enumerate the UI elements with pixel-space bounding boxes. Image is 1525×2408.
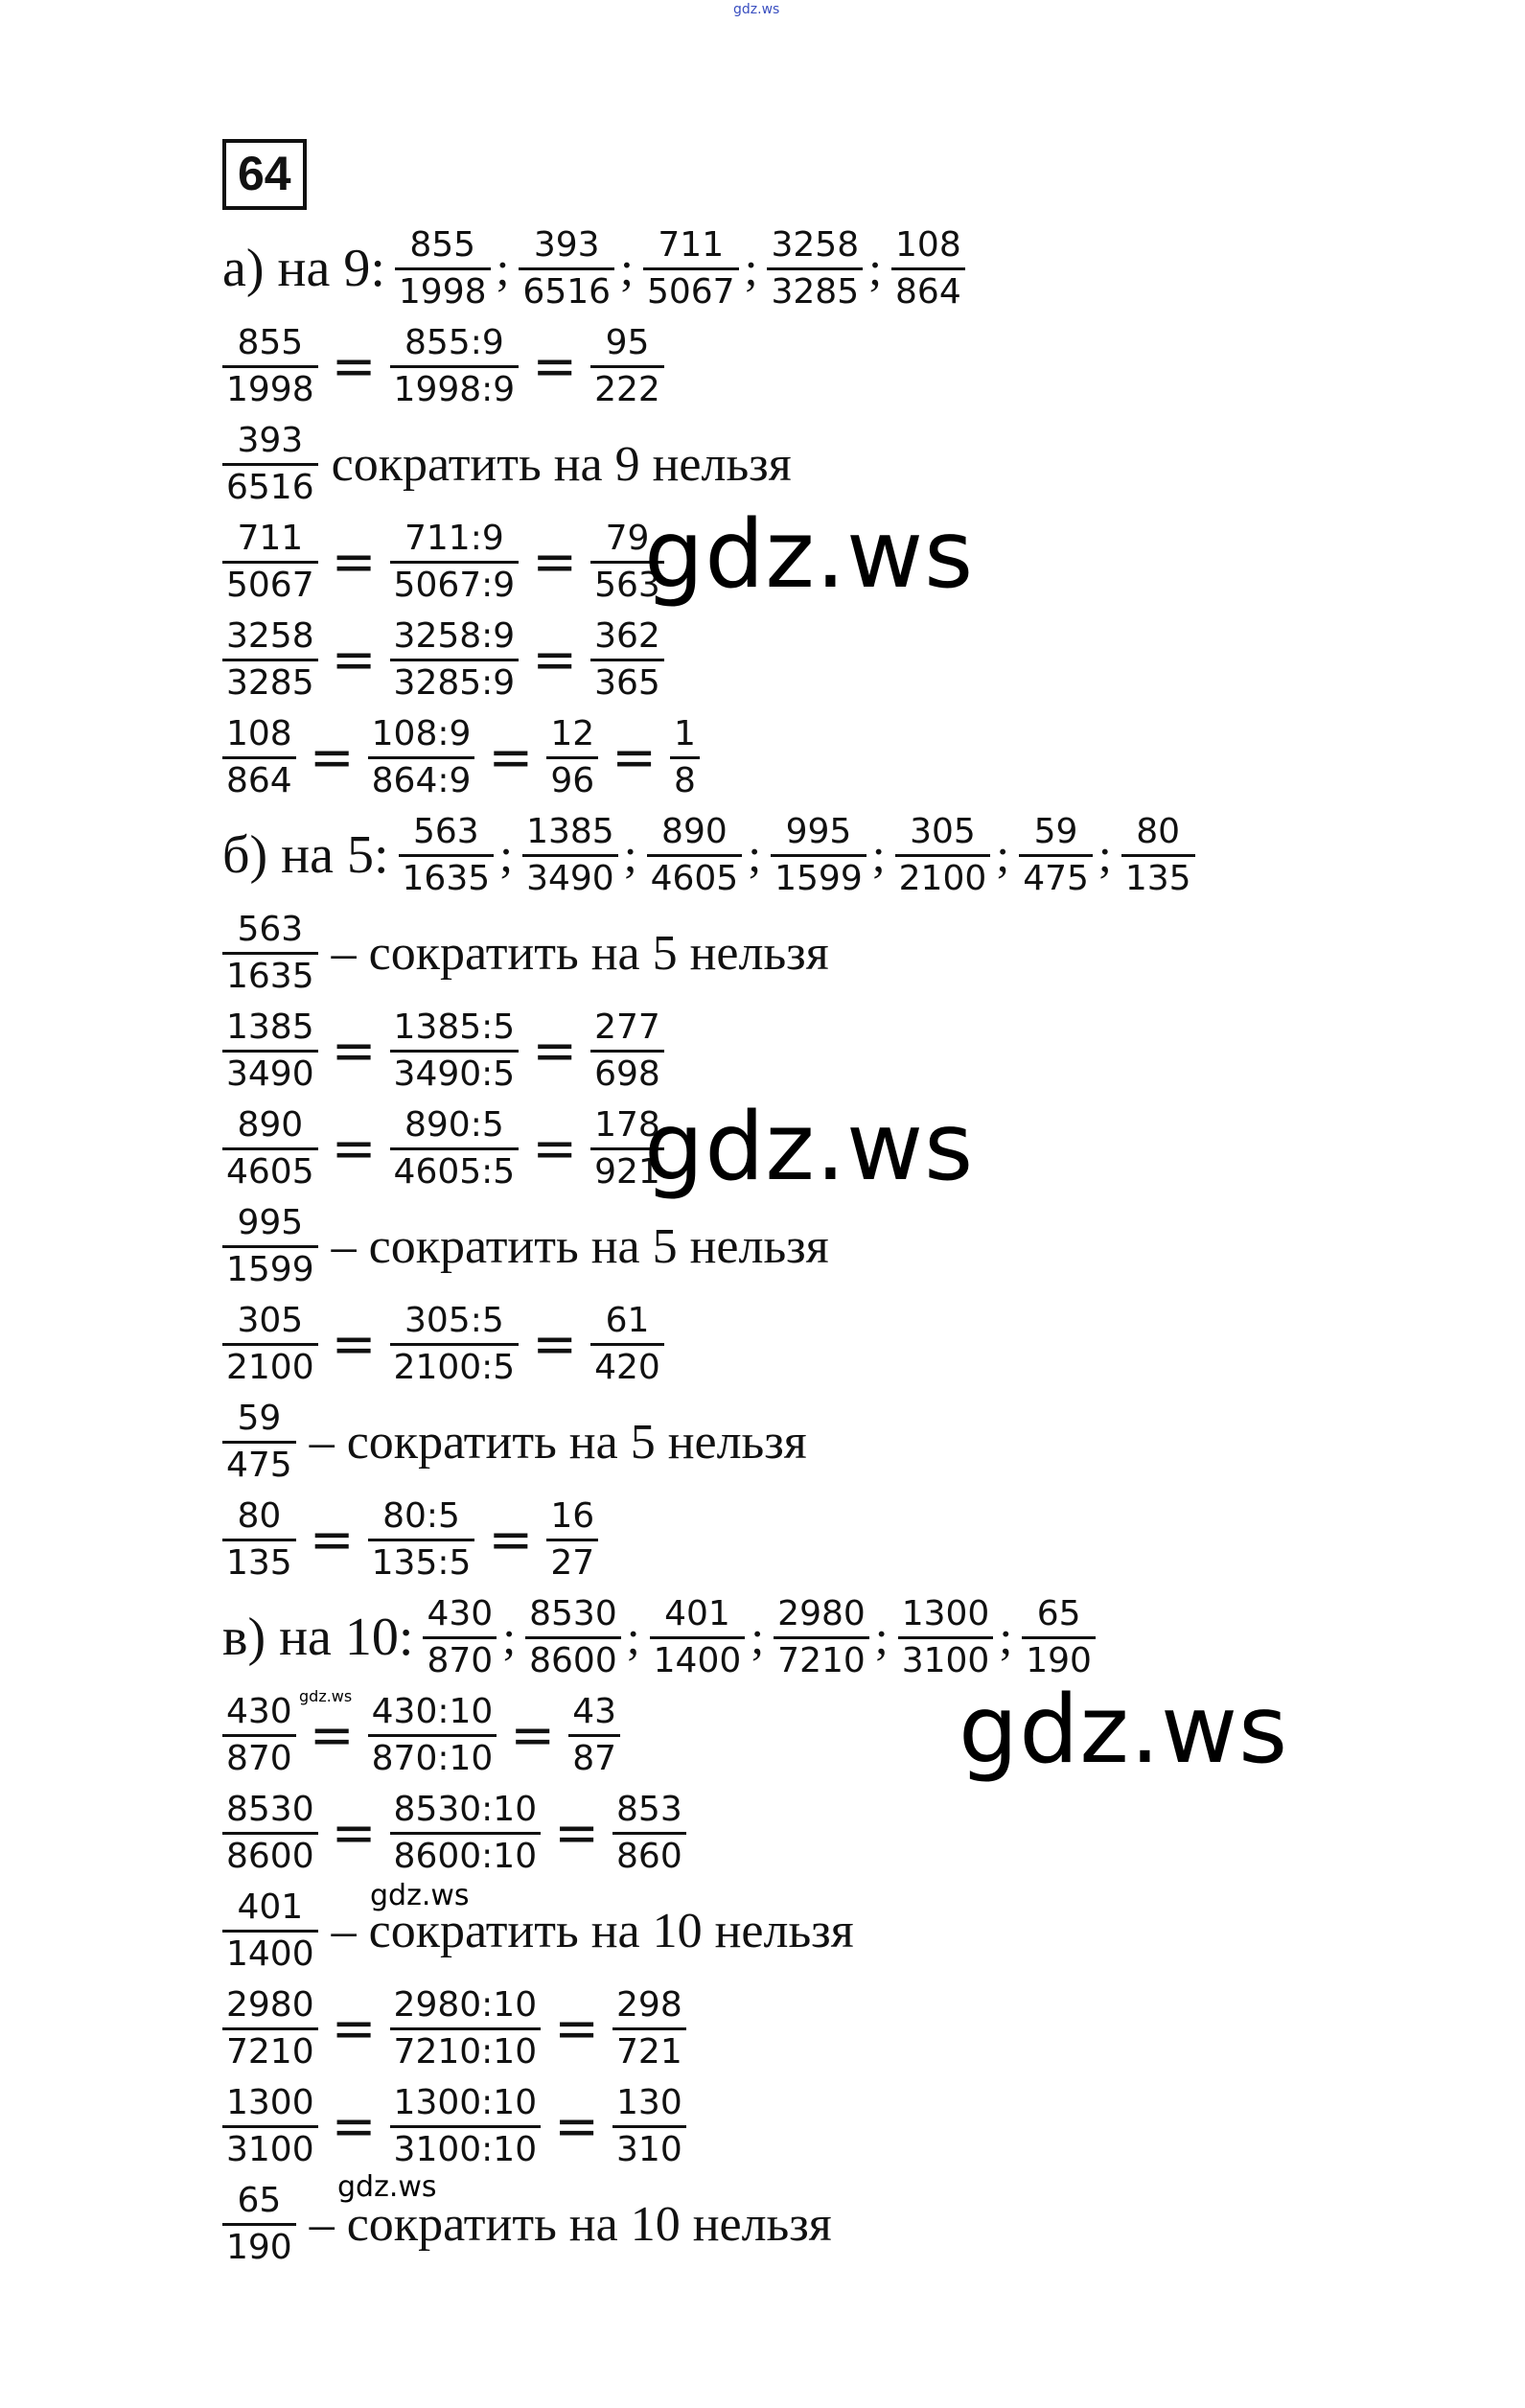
denominator: 870	[226, 1738, 292, 1778]
fraction	[368, 712, 475, 803]
numerator: 1300	[222, 2081, 318, 2128]
note-text: сократить на 9 нельзя	[331, 436, 792, 492]
numerator: 1	[670, 712, 700, 759]
separator: ;	[1098, 828, 1112, 882]
equals-sign: =	[331, 530, 377, 593]
equals-sign: =	[331, 1117, 377, 1180]
calc-line	[222, 2077, 1325, 2175]
numerator: 80	[1121, 810, 1195, 857]
denominator: 870:10	[371, 1738, 494, 1778]
denominator: 1998:9	[393, 369, 516, 409]
numerator: 8530	[222, 1788, 318, 1835]
denominator: 6516	[522, 271, 612, 312]
fraction	[390, 614, 520, 706]
calc-line	[222, 1197, 1325, 1295]
denominator: 1599	[774, 858, 863, 898]
denominator: 190	[226, 2227, 292, 2267]
numerator: 79	[590, 517, 664, 564]
numerator: 401	[650, 1592, 746, 1639]
fraction	[222, 517, 318, 608]
numerator: 277	[590, 1006, 664, 1053]
denominator: 3285	[226, 662, 314, 703]
fraction	[390, 1788, 542, 1879]
denominator: 3285	[771, 271, 860, 312]
numerator: 362	[590, 614, 664, 661]
numerator: 3258	[767, 223, 863, 270]
equals-sign: =	[554, 2095, 600, 2158]
numerator: 3258:9	[390, 614, 520, 661]
denominator: 864	[895, 271, 961, 312]
fraction	[1019, 810, 1093, 901]
numerator: 61	[590, 1299, 664, 1346]
fraction	[767, 223, 863, 314]
numerator: 108	[891, 223, 965, 270]
fraction	[368, 1494, 475, 1586]
numerator: 890	[222, 1103, 318, 1150]
equals-sign: =	[532, 1312, 578, 1376]
fraction	[898, 1592, 994, 1683]
equals-sign: =	[554, 1801, 600, 1864]
denominator: 7210:10	[393, 2031, 538, 2072]
calc-line	[222, 904, 1325, 1002]
equals-sign: =	[309, 1508, 355, 1571]
note-text: – сократить на 10 нельзя	[331, 1903, 854, 1958]
numerator: 401	[222, 1886, 318, 1933]
fraction	[519, 223, 614, 314]
solution-content	[222, 139, 1325, 2273]
separator: ;	[996, 828, 1010, 882]
calc-line	[222, 1784, 1325, 1882]
calc-line	[222, 1002, 1325, 1100]
note-text: – сократить на 5 нельзя	[331, 925, 829, 981]
denominator: 1599	[226, 1249, 314, 1289]
denominator: 5067:9	[393, 565, 516, 605]
numerator: 2980	[222, 1983, 318, 2030]
numerator: 59	[222, 1397, 296, 1444]
fraction	[546, 1494, 598, 1586]
numerator: 711:9	[390, 517, 520, 564]
denominator: 475	[1023, 858, 1089, 898]
equals-sign: =	[331, 1019, 377, 1082]
denominator: 2100:5	[393, 1347, 516, 1387]
numerator: 8530:10	[390, 1788, 542, 1835]
fraction	[390, 517, 520, 608]
denominator: 6516	[226, 467, 314, 507]
denominator: 420	[594, 1347, 660, 1387]
denominator: 87	[572, 1738, 617, 1778]
denominator: 864	[226, 760, 292, 800]
denominator: 135	[1124, 858, 1191, 898]
denominator: 4605:5	[393, 1151, 516, 1192]
denominator: 698	[594, 1054, 660, 1094]
fraction	[1121, 810, 1195, 901]
numerator: 178	[590, 1103, 664, 1150]
numerator: 43	[568, 1690, 620, 1737]
fraction	[390, 2081, 542, 2172]
fraction	[647, 810, 743, 901]
fraction	[590, 1299, 664, 1390]
equals-sign: =	[532, 335, 578, 398]
denominator: 1998	[226, 369, 314, 409]
calc-line	[222, 1491, 1325, 1588]
separator: ;	[499, 828, 514, 882]
denominator: 475	[226, 1445, 292, 1485]
equals-sign: =	[331, 1312, 377, 1376]
numerator: 130	[612, 2081, 686, 2128]
calc-line	[222, 317, 1325, 415]
fraction	[222, 614, 318, 706]
numerator: 65	[1022, 1592, 1096, 1639]
separator: ;	[496, 242, 510, 295]
equals-sign: =	[488, 726, 534, 789]
numerator: 855	[222, 321, 318, 368]
denominator: 563	[594, 565, 660, 605]
fraction	[612, 1983, 686, 2074]
numerator: 853	[612, 1788, 686, 1835]
separator: ;	[868, 242, 883, 295]
numerator: 430	[222, 1690, 296, 1737]
numerator: 1385:5	[390, 1006, 520, 1053]
numerator: 563	[399, 810, 495, 857]
denominator: 870	[427, 1640, 494, 1680]
denominator: 721	[616, 2031, 682, 2072]
denominator: 5067	[226, 565, 314, 605]
equals-sign: =	[331, 1801, 377, 1864]
denominator: 864:9	[371, 760, 472, 800]
numerator: 430:10	[368, 1690, 497, 1737]
fraction	[222, 1983, 318, 2074]
numerator: 298	[612, 1983, 686, 2030]
denominator: 1998	[398, 271, 487, 312]
fraction	[222, 1201, 318, 1292]
fraction	[1022, 1592, 1096, 1683]
fraction	[522, 810, 618, 901]
numerator: 80	[222, 1494, 296, 1541]
denominator: 1635	[226, 956, 314, 996]
numerator: 305:5	[390, 1299, 520, 1346]
fraction	[670, 712, 700, 803]
fraction	[771, 810, 866, 901]
fraction	[368, 1690, 497, 1781]
fraction	[525, 1592, 621, 1683]
denominator: 222	[594, 369, 660, 409]
denominator: 8600	[529, 1640, 617, 1680]
denominator: 8600	[226, 1836, 314, 1876]
numerator: 855	[395, 223, 491, 270]
calc-line	[222, 708, 1325, 806]
numerator: 855:9	[390, 321, 520, 368]
equals-sign: =	[532, 1117, 578, 1180]
denominator: 7210	[777, 1640, 866, 1680]
part-header	[222, 1588, 1325, 1686]
part-header	[222, 220, 1325, 317]
equals-sign: =	[331, 2095, 377, 2158]
denominator: 365	[594, 662, 660, 703]
numerator: 1300:10	[390, 2081, 542, 2128]
numerator: 890	[647, 810, 743, 857]
numerator: 1385	[522, 810, 618, 857]
calc-line	[222, 1295, 1325, 1393]
numerator: 3258	[222, 614, 318, 661]
fraction	[222, 1494, 296, 1586]
equals-sign: =	[309, 1703, 355, 1767]
fraction	[395, 223, 491, 314]
fraction	[590, 321, 664, 412]
separator: ;	[751, 1610, 765, 1664]
numerator: 1385	[222, 1006, 318, 1053]
fraction	[222, 1886, 318, 1977]
denominator: 8	[674, 760, 696, 800]
numerator: 305	[222, 1299, 318, 1346]
calc-line	[222, 1980, 1325, 2077]
denominator: 135	[226, 1542, 292, 1583]
denominator: 921	[594, 1151, 660, 1192]
note-text: – сократить на 5 нельзя	[309, 1414, 807, 1470]
denominator: 1635	[402, 858, 491, 898]
denominator: 1400	[226, 1933, 314, 1974]
watermark-top: gdz.ws	[733, 2, 780, 17]
fraction	[222, 712, 296, 803]
denominator: 3490:5	[393, 1054, 516, 1094]
separator: ;	[748, 828, 762, 882]
denominator: 7210	[226, 2031, 314, 2072]
numerator: 12	[546, 712, 598, 759]
separator: ;	[626, 1610, 640, 1664]
equals-sign: =	[510, 1703, 556, 1767]
denominator: 135:5	[371, 1542, 472, 1583]
numerator: 1300	[898, 1592, 994, 1639]
numerator: 711	[222, 517, 318, 564]
denominator: 3490	[526, 858, 614, 898]
fraction	[222, 321, 318, 412]
denominator: 2100	[898, 858, 987, 898]
denominator: 860	[616, 1836, 682, 1876]
numerator: 890:5	[390, 1103, 520, 1150]
fraction	[568, 1690, 620, 1781]
fraction	[546, 712, 598, 803]
fraction	[222, 1397, 296, 1488]
separator: ;	[502, 1610, 517, 1664]
numerator: 108:9	[368, 712, 475, 759]
denominator: 5067	[646, 271, 735, 312]
numerator: 995	[222, 1201, 318, 1248]
fraction	[895, 810, 991, 901]
denominator: 96	[550, 760, 595, 800]
numerator: 995	[771, 810, 866, 857]
calc-line	[222, 611, 1325, 708]
fraction	[650, 1592, 746, 1683]
fraction	[222, 2179, 296, 2270]
equals-sign: =	[532, 628, 578, 691]
fraction	[590, 1006, 664, 1097]
watermark-small-2: gdz.ws	[337, 2170, 437, 2204]
denominator: 27	[550, 1542, 595, 1583]
fraction	[390, 321, 520, 412]
denominator: 2100	[226, 1347, 314, 1387]
watermark-small-1: gdz.ws	[370, 1879, 470, 1912]
separator: ;	[999, 1610, 1013, 1664]
watermark-gdz-2: gdz.ws	[644, 1093, 975, 1202]
numerator: 305	[895, 810, 991, 857]
numerator: 711	[643, 223, 739, 270]
watermark-mini: gdz.ws	[299, 1687, 353, 1705]
denominator: 3100	[901, 1640, 990, 1680]
denominator: 3100:10	[393, 2129, 538, 2169]
denominator: 310	[616, 2129, 682, 2169]
numerator: 95	[590, 321, 664, 368]
task-number: 64	[222, 139, 307, 210]
equals-sign: =	[532, 1019, 578, 1082]
denominator: 3490	[226, 1054, 314, 1094]
fraction	[222, 2081, 318, 2172]
denominator: 4605	[650, 858, 739, 898]
numerator: 59	[1019, 810, 1093, 857]
fraction	[222, 908, 318, 999]
fraction	[390, 1006, 520, 1097]
equals-sign: =	[309, 726, 355, 789]
part-label: б) на 5:	[222, 825, 389, 885]
fraction	[390, 1103, 520, 1194]
fraction	[390, 1983, 542, 2074]
numerator: 65	[222, 2179, 296, 2226]
separator: ;	[874, 1610, 889, 1664]
numerator: 2980:10	[390, 1983, 542, 2030]
separator: ;	[744, 242, 758, 295]
numerator: 80:5	[368, 1494, 475, 1541]
equals-sign: =	[331, 628, 377, 691]
fraction	[891, 223, 965, 314]
equals-sign: =	[488, 1508, 534, 1571]
fraction	[222, 1299, 318, 1390]
numerator: 393	[519, 223, 614, 270]
equals-sign: =	[331, 1997, 377, 2060]
calc-line	[222, 415, 1325, 513]
numerator: 430	[423, 1592, 497, 1639]
fraction	[643, 223, 739, 314]
fraction	[222, 1690, 296, 1781]
fraction	[222, 1788, 318, 1879]
equals-sign: =	[331, 335, 377, 398]
numerator: 2980	[774, 1592, 869, 1639]
fraction	[390, 1299, 520, 1390]
fraction	[774, 1592, 869, 1683]
fraction	[222, 419, 318, 510]
separator: ;	[623, 828, 637, 882]
denominator: 190	[1026, 1640, 1092, 1680]
fraction	[399, 810, 495, 901]
fraction	[222, 1103, 318, 1194]
equals-sign: =	[554, 1997, 600, 2060]
part-label: а) на 9:	[222, 239, 385, 298]
numerator: 563	[222, 908, 318, 955]
fraction	[612, 2081, 686, 2172]
equals-sign: =	[532, 530, 578, 593]
denominator: 4605	[226, 1151, 314, 1192]
calc-line	[222, 1393, 1325, 1491]
denominator: 3285:9	[393, 662, 516, 703]
watermark-gdz-1: gdz.ws	[644, 500, 975, 610]
denominator: 3100	[226, 2129, 314, 2169]
numerator: 393	[222, 419, 318, 466]
denominator: 1400	[653, 1640, 742, 1680]
separator: ;	[620, 242, 634, 295]
part-header	[222, 806, 1325, 904]
fraction	[222, 1006, 318, 1097]
denominator: 8600:10	[393, 1836, 538, 1876]
fraction	[612, 1788, 686, 1879]
watermark-gdz-3: gdz.ws	[959, 1676, 1289, 1785]
numerator: 108	[222, 712, 296, 759]
separator: ;	[871, 828, 886, 882]
part-label: в) на 10:	[222, 1608, 414, 1667]
numerator: 8530	[525, 1592, 621, 1639]
fraction	[590, 614, 664, 706]
fraction	[423, 1592, 497, 1683]
equals-sign: =	[612, 726, 658, 789]
note-text: – сократить на 10 нельзя	[309, 2196, 832, 2252]
note-text: – сократить на 5 нельзя	[331, 1218, 829, 1274]
numerator: 16	[546, 1494, 598, 1541]
